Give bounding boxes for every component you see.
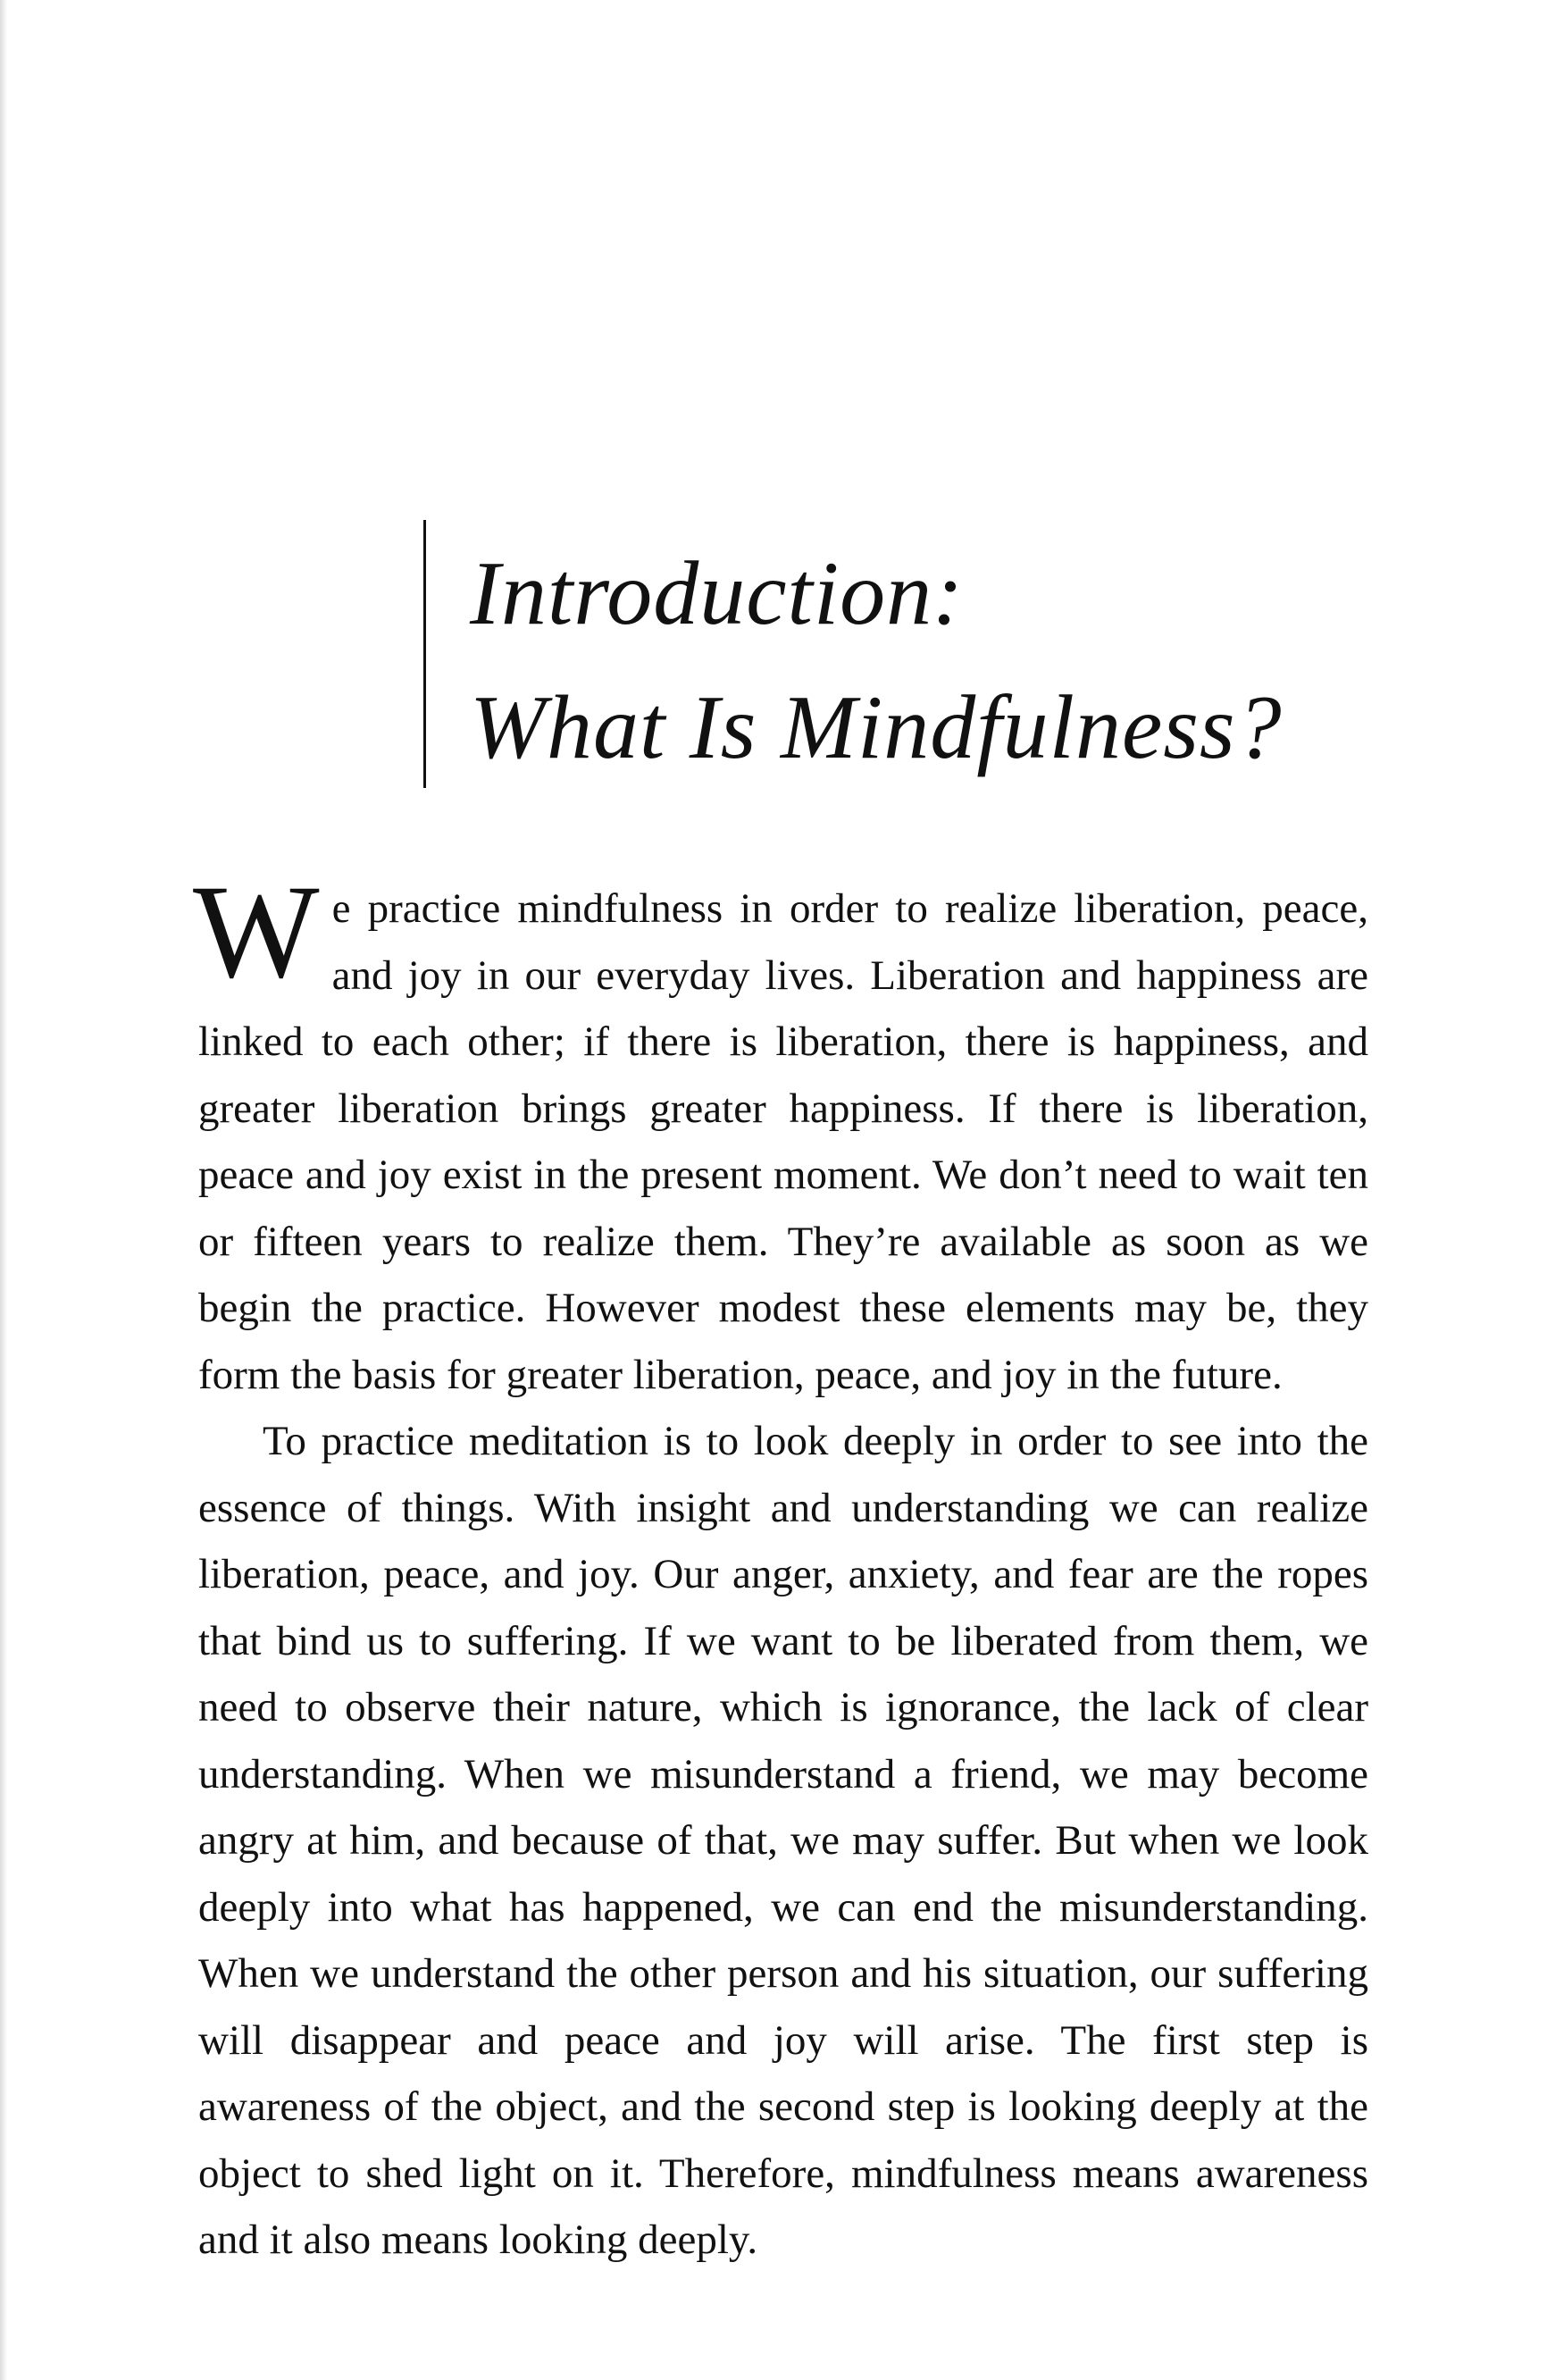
title-vertical-rule xyxy=(423,520,426,788)
paragraph-1 xyxy=(193,858,1368,1408)
chapter-body xyxy=(193,858,1368,2274)
paragraph-1-text: e practice mindfulness in order to realize liberation, peace, and joy in our everyday lives. Liberation and happiness are linked to each other; if there is liberation, there is happiness, and greater liberation brings greater happiness. If there is liberation, peace and joy exist in the present moment. We don’t need to wait ten or fifteen years to realize them. They’re available as soon as we begin the practice. However modest these elements may be, they form the basis for greater liberation, peace, and joy in the future. xyxy=(198,885,1368,1398)
paragraph-2: To practice meditation is to look deeply in order to see into the essence of things. With insight and understanding we can realize liberation, peace, and joy. Our anger, anxiety, and fear are the ropes that bind us to suffering. If we want to be liberated from them, we need to observe their nature, which is ignorance, the lack of clear understanding. When we misunderstand a friend, we may become angry at him, and because of that, we may suffer. But when we look deeply into what has happened, we can end the misunderstanding. When we understand the other person and his situation, our suffering will disappear and peace and joy will arise. The first step is awareness of the object, and the second step is looking deeply at the object to shed light on it. Therefore, mindfulness means awareness and it also means looking deeply. xyxy=(198,1418,1368,2263)
chapter-title-line-1: Introduction: xyxy=(470,543,965,644)
chapter-title-line-2: What Is Mindfulness? xyxy=(470,677,1283,778)
page-edge-shadow xyxy=(0,0,7,2380)
drop-cap: W xyxy=(193,858,320,1006)
chapter-title xyxy=(470,527,1452,795)
